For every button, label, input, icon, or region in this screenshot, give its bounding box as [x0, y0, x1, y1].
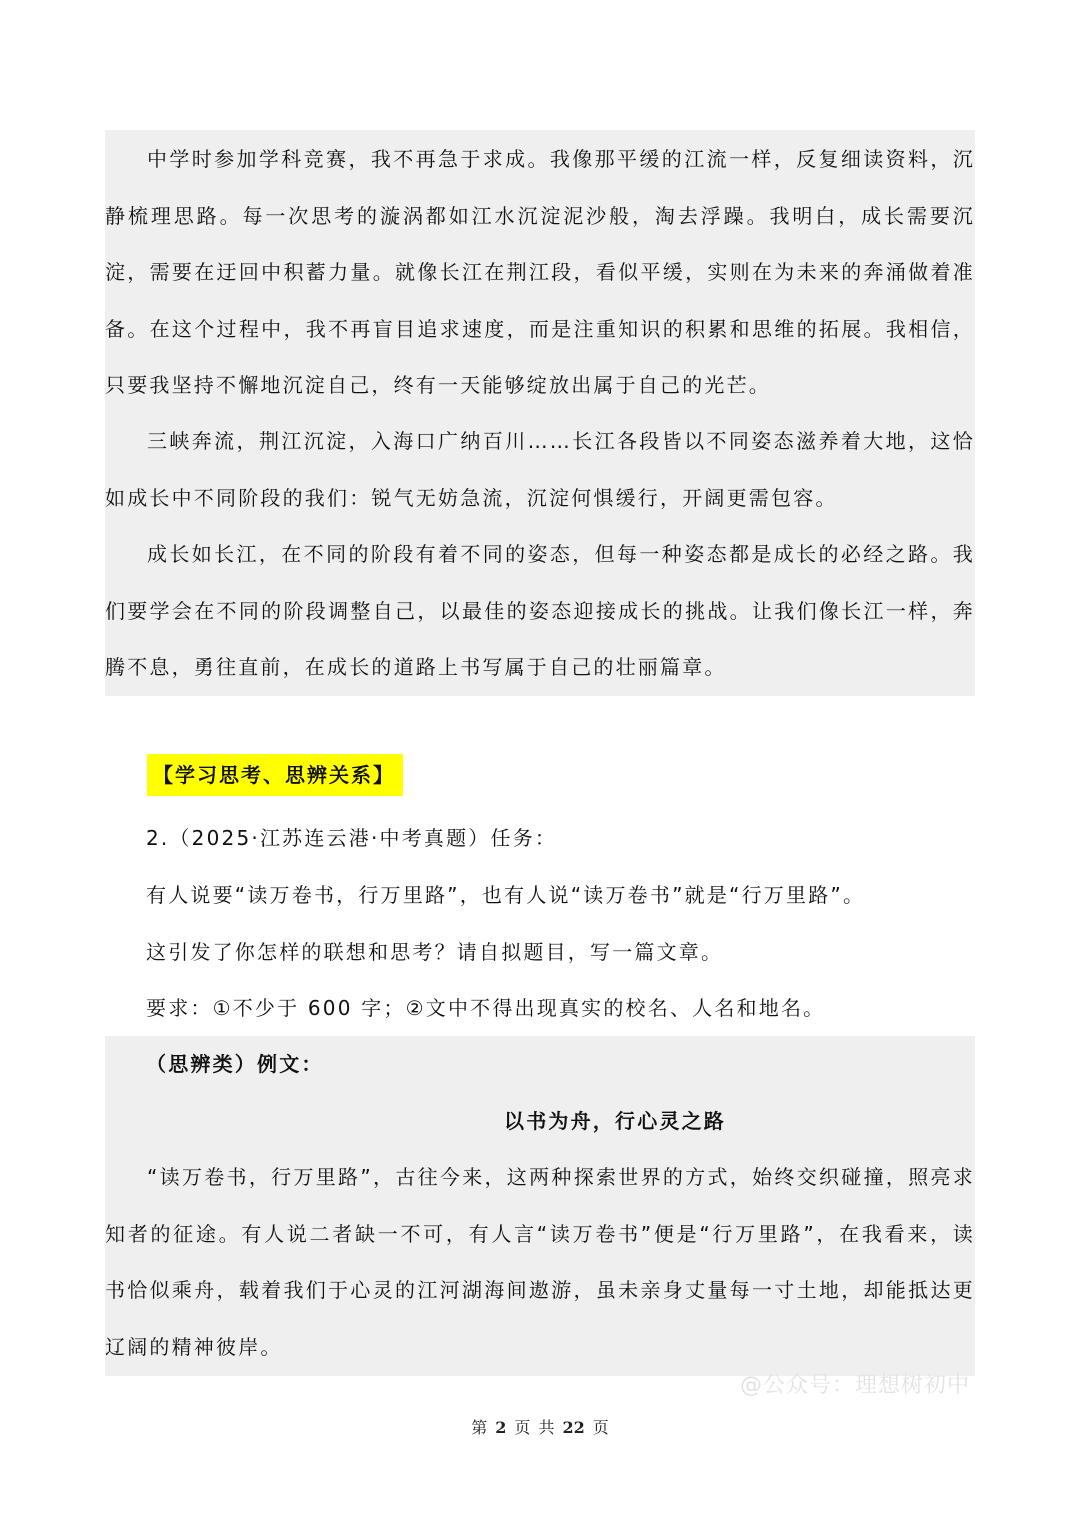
essay-paragraph: 中学时参加学科竞赛，我不再急于求成。我像那平缓的江流一样，反复细读资料，沉静梳理思路。每一次思考的漩涡都如江水沉淀泥沙般，淘去浮躁。我明白，成长需要沉淀，需要在迂回中积蓄力量。就像长江在荆江段，看似平缓，实则在为未来的奔涌做着准备。在这个过程中，我不再盲目追求速度，而是注重知识的积累和思维的拓展。我相信，只要我坚持不懈地沉淀自己，终有一天能够绽放出属于自己的光芒。	[105, 147, 975, 397]
question-heading: 2.（2025·江苏连云港·中考真题）任务：	[146, 826, 558, 850]
footer-page-number: 2	[495, 1418, 507, 1437]
footer-total-pages: 22	[562, 1418, 585, 1437]
footer-gong: 共	[538, 1418, 555, 1437]
essay-paragraph: 成长如长江，在不同的阶段有着不同的姿态，但每一种姿态都是成长的必经之路。我们要学会在不同的阶段调整自己，以最佳的姿态迎接成长的挑战。让我们像长江一样，奔腾不息，勇往直前，在成长的道路上书写属于自己的壮丽篇章。	[105, 542, 975, 679]
question-prompt: 有人说要“读万卷书，行万里路”，也有人说“读万卷书”就是“行万里路”。	[146, 883, 866, 907]
page-footer	[0, 1417, 1080, 1439]
footer-ye: 页	[514, 1418, 531, 1437]
footer-ye: 页	[592, 1418, 609, 1437]
essay-paragraph: 三峡奔流，荆江沉淀，入海口广纳百川……长江各段皆以不同姿态滋养着大地，这恰如成长中不同阶段的我们：锐气无妨急流，沉淀何惧缓行，开阔更需包容。	[105, 429, 975, 510]
watermark: @公众号：理想树初中	[740, 1373, 971, 1398]
section-tag-highlight: 【学习思考、思辨关系】	[147, 754, 403, 796]
example-label: （思辨类）例文：	[146, 1052, 324, 1076]
question-instruction: 这引发了你怎样的联想和思考？请自拟题目，写一篇文章。	[146, 940, 724, 964]
footer-di: 第	[471, 1418, 488, 1437]
question-requirements: 要求：①不少于 600 字；②文中不得出现真实的校名、人名和地名。	[146, 996, 826, 1020]
example-essay-paragraph: “读万卷书，行万里路”，古往今来，这两种探索世界的方式，始终交织碰撞，照亮求知者的征途。有人说二者缺一不可，有人言“读万卷书”便是“行万里路”，在我看来，读书恰似乘舟，载着我们于心灵的江河湖海间遨游，虽未亲身丈量每一寸土地，却能抵达更辽阔的精神彼岸。	[105, 1165, 975, 1359]
example-essay-title: 以书为舟，行心灵之路	[504, 1109, 726, 1133]
